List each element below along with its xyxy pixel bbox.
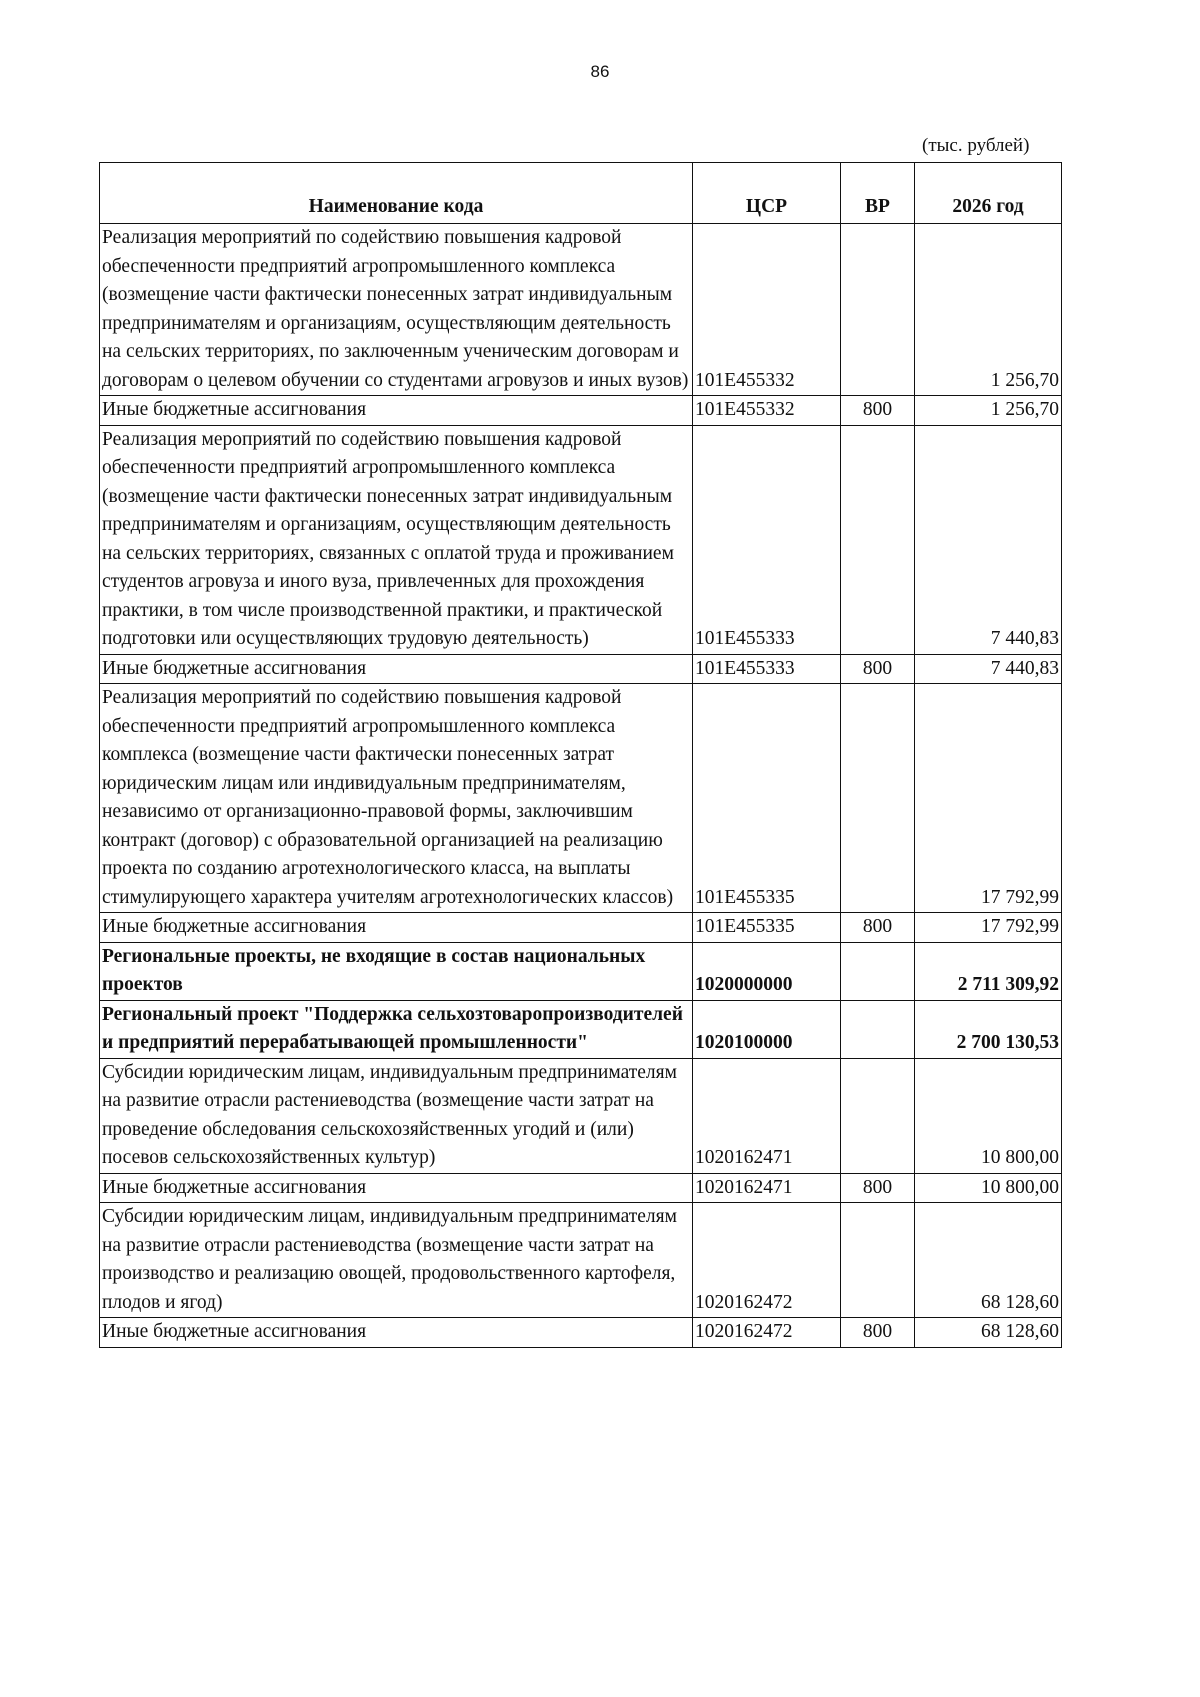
cell-amount: 7 440,83 <box>915 654 1062 684</box>
cell-csr: 101E455333 <box>693 425 841 654</box>
cell-name: Иные бюджетные ассигнования <box>100 913 693 943</box>
cell-amount: 1 256,70 <box>915 396 1062 426</box>
cell-amount: 2 700 130,53 <box>915 1000 1062 1058</box>
header-name: Наименование кода <box>100 163 693 224</box>
cell-csr: 101E455335 <box>693 913 841 943</box>
page-number: 86 <box>590 62 610 81</box>
table-row <box>100 1000 1062 1058</box>
cell-name: Реализация мероприятий по содействию повышения кадровой обеспеченности предприятий агропромышленного комплекса (возмещение части фактически понесенных затрат индивидуальным предпринимателям и организациям, осуществляющим деятельность на сельских территориях, по заключенным ученическим договорам и договорам о целевом обучении со студентами агровузов и иных вузов) <box>100 224 693 396</box>
cell-vr: 800 <box>841 654 915 684</box>
cell-amount: 68 128,60 <box>915 1318 1062 1348</box>
cell-vr <box>841 224 915 396</box>
table-row <box>100 1203 1062 1318</box>
cell-csr: 101E455333 <box>693 654 841 684</box>
cell-csr: 1020162472 <box>693 1203 841 1318</box>
table-row <box>100 425 1062 654</box>
header-csr: ЦСР <box>693 163 841 224</box>
cell-vr: 800 <box>841 1173 915 1203</box>
cell-name: Реализация мероприятий по содействию повышения кадровой обеспеченности предприятий агропромышленного комплекса (возмещение части фактически понесенных затрат индивидуальным предпринимателям и организациям, осуществляющим деятельность на сельских территориях, связанных с оплатой труда и проживанием студентов агровуза и иного вуза, привлеченных для прохождения практики, в том числе производственной практики, и практической подготовки или осуществляющих трудовую деятельность) <box>100 425 693 654</box>
table-row <box>100 1058 1062 1173</box>
cell-csr: 101E455335 <box>693 684 841 913</box>
cell-vr <box>841 425 915 654</box>
table-row <box>100 1318 1062 1348</box>
cell-csr: 1020162472 <box>693 1318 841 1348</box>
table-row <box>100 913 1062 943</box>
header-vr: ВР <box>841 163 915 224</box>
cell-name: Субсидии юридическим лицам, индивидуальным предпринимателям на развитие отрасли растениеводства (возмещение части затрат на проведение обследования сельскохозяйственных угодий и (или) посевов сельскохозяйственных культур) <box>100 1058 693 1173</box>
cell-name: Иные бюджетные ассигнования <box>100 1173 693 1203</box>
cell-vr <box>841 942 915 1000</box>
cell-vr <box>841 1000 915 1058</box>
cell-amount: 17 792,99 <box>915 913 1062 943</box>
cell-csr: 101E455332 <box>693 224 841 396</box>
cell-name: Иные бюджетные ассигнования <box>100 1318 693 1348</box>
table-row <box>100 654 1062 684</box>
cell-vr: 800 <box>841 396 915 426</box>
cell-csr: 1020100000 <box>693 1000 841 1058</box>
table-row <box>100 684 1062 913</box>
cell-name: Иные бюджетные ассигнования <box>100 654 693 684</box>
header-year: 2026 год <box>915 163 1062 224</box>
cell-vr <box>841 1058 915 1173</box>
units-label: (тыс. рублей) <box>922 135 1030 156</box>
cell-vr <box>841 1203 915 1318</box>
cell-csr: 1020162471 <box>693 1058 841 1173</box>
cell-csr: 1020000000 <box>693 942 841 1000</box>
cell-amount: 68 128,60 <box>915 1203 1062 1318</box>
cell-name: Субсидии юридическим лицам, индивидуальным предпринимателям на развитие отрасли растениеводства (возмещение части затрат на производство и реализацию овощей, продовольственного картофеля, плодов и ягод) <box>100 1203 693 1318</box>
table-row <box>100 1173 1062 1203</box>
cell-csr: 101E455332 <box>693 396 841 426</box>
cell-name: Иные бюджетные ассигнования <box>100 396 693 426</box>
table-row <box>100 942 1062 1000</box>
table-row <box>100 396 1062 426</box>
cell-amount: 7 440,83 <box>915 425 1062 654</box>
table-header-row <box>100 163 1062 224</box>
cell-name: Региональные проекты, не входящие в состав национальных проектов <box>100 942 693 1000</box>
cell-vr: 800 <box>841 1318 915 1348</box>
cell-amount: 10 800,00 <box>915 1173 1062 1203</box>
cell-amount: 1 256,70 <box>915 224 1062 396</box>
cell-name: Реализация мероприятий по содействию повышения кадровой обеспеченности предприятий агропромышленного комплекса комплекса (возмещение части фактически понесенных затрат юридическим лицам или индивидуальным предпринимателям, независимо от организационно-правовой формы, заключившим контракт (договор) с образовательной организацией на реализацию проекта по созданию агротехнологического класса, на выплаты стимулирующего характера учителям агротехнологических классов) <box>100 684 693 913</box>
cell-vr <box>841 684 915 913</box>
table-row <box>100 224 1062 396</box>
cell-amount: 17 792,99 <box>915 684 1062 913</box>
cell-name: Региональный проект "Поддержка сельхозтоваропроизводителей и предприятий перерабатывающей промышленности" <box>100 1000 693 1058</box>
cell-vr: 800 <box>841 913 915 943</box>
cell-amount: 2 711 309,92 <box>915 942 1062 1000</box>
cell-csr: 1020162471 <box>693 1173 841 1203</box>
cell-amount: 10 800,00 <box>915 1058 1062 1173</box>
budget-table <box>99 162 1062 1348</box>
